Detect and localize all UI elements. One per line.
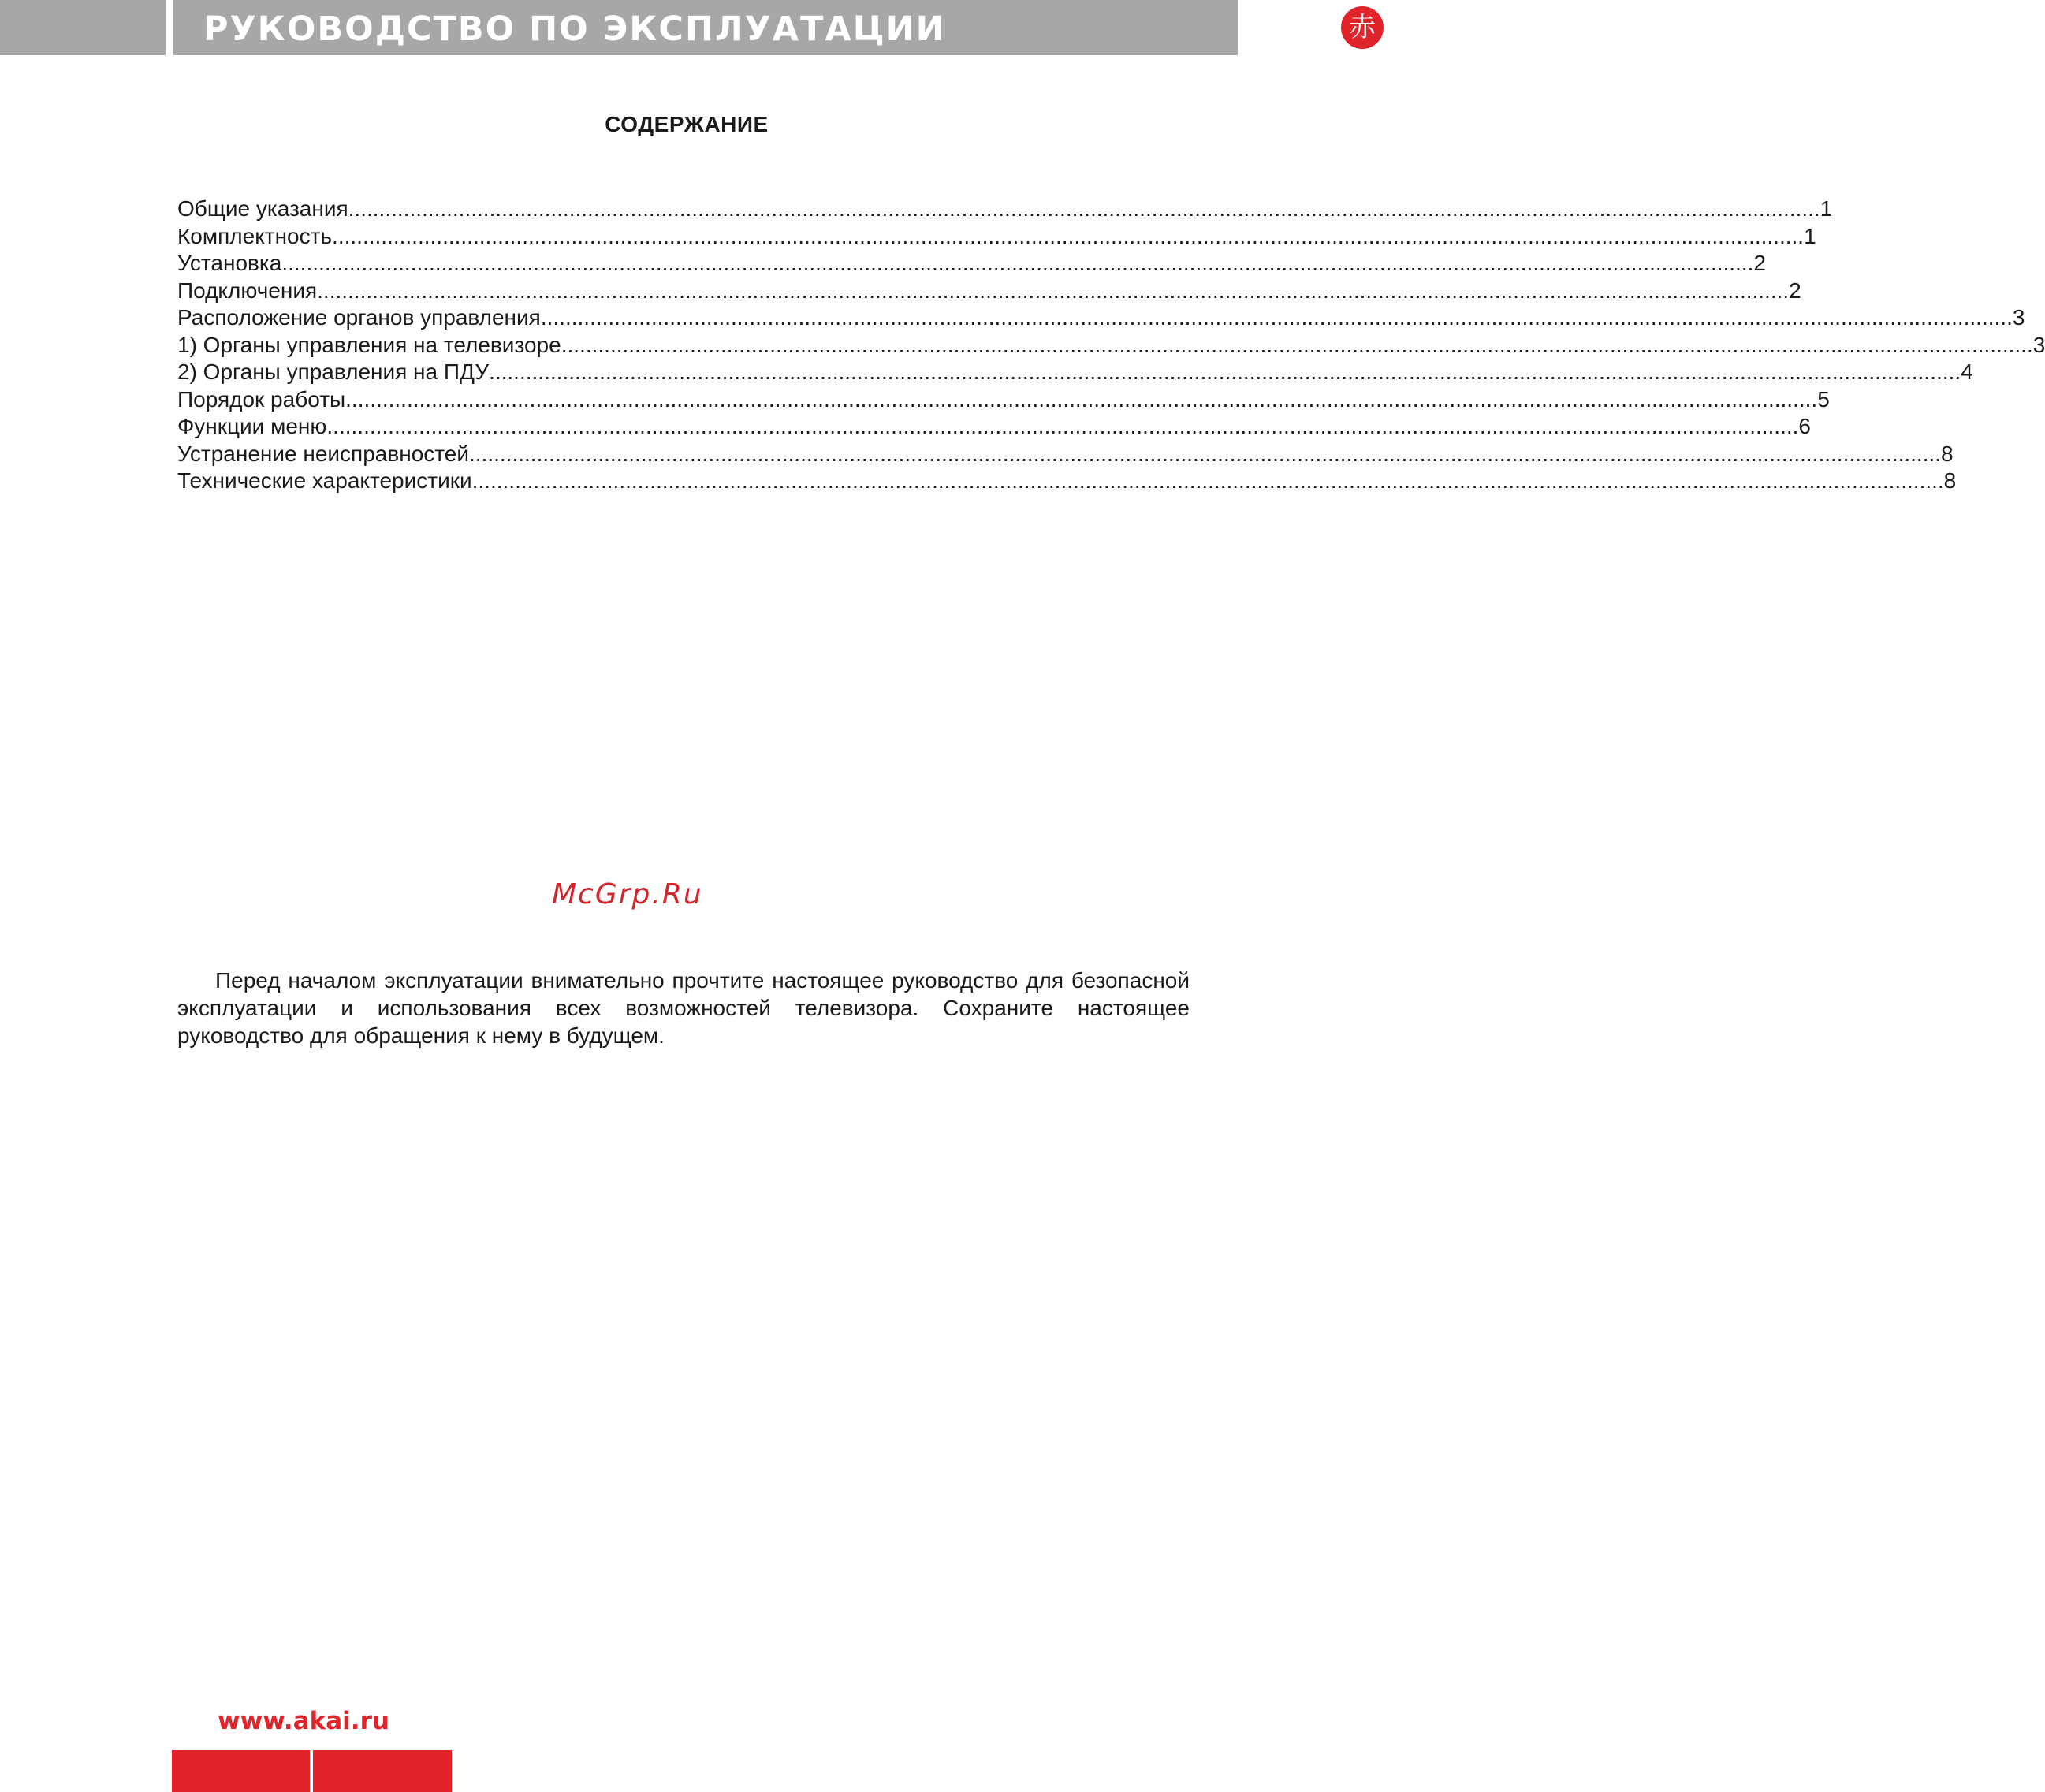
toc-leader-dots [332,223,1804,250]
toc-leader-dots [345,386,1817,413]
toc-item-page: 1 [1804,223,1816,248]
toc-leader-dots [541,304,2013,331]
toc-item-tv-controls[interactable] [177,332,2045,360]
toc-item-page: 8 [1941,441,1954,466]
watermark: McGrp.Ru [552,878,703,911]
toc-leader-dots [348,196,1820,222]
toc-item-label: Подключения [177,278,318,303]
toc-item-installation[interactable] [177,250,1766,278]
toc-leader-dots [561,332,2033,359]
toc-leader-dots [326,413,1798,440]
toc-item-label: 2) Органы управления на ПДУ [177,360,490,384]
toc-item-troubleshooting[interactable] [177,441,1954,468]
toc-item-remote-controls[interactable] [177,359,1973,386]
toc-leader-dots [469,441,1941,468]
toc-item-page: 3 [2012,305,2025,330]
toc-leader-dots [317,278,1789,304]
header-left-bar [0,0,166,55]
toc-item-page: 1 [1820,196,1833,221]
toc-item-page: 3 [2032,332,2045,357]
toc-item-label: 1) Органы управления на телевизоре [177,332,561,357]
toc-item-page: 2 [1789,278,1801,303]
toc-item-label: Расположение органов управления [177,305,541,330]
toc-leader-dots [281,250,1753,277]
toc-item-page: 6 [1798,414,1811,438]
intro-paragraph: Перед началом эксплуатации внимательно прочтите настоящее руководство для безопасной эксплуатации и использования всех возможностей телевизора. Сохраните настоящее руководство для обращения к нему в будущем. [177,968,1190,1048]
header-title: РУКОВОДСТВО ПО ЭКСПЛУАТАЦИИ [203,9,946,49]
akai-logo-icon: 赤 [1339,4,1386,51]
toc-title: СОДЕРЖАНИЕ [605,112,769,136]
footer-red-block-left [172,1750,310,1792]
header-bar [173,0,1376,55]
toc-item-label: Функции меню [177,414,327,438]
toc-item-operation[interactable] [177,386,1830,414]
toc-item-specifications[interactable] [177,468,1957,495]
table-of-contents [177,196,2045,495]
toc-item-label: Общие указания [177,196,348,221]
toc-item-label: Установка [177,251,282,275]
toc-leader-dots [472,468,1944,494]
toc-item-label: Комплектность [177,223,333,248]
toc-item-label: Порядок работы [177,386,346,412]
website-link[interactable]: www.akai.ru [218,1707,389,1735]
toc-leader-dots [489,359,1961,386]
toc-item-package-contents[interactable] [177,223,1816,251]
footer-red-block-right [313,1750,452,1792]
toc-item-controls-layout[interactable] [177,304,2025,332]
toc-item-page: 8 [1943,468,1957,493]
toc-item-connections[interactable] [177,278,1801,305]
toc-item-menu-functions[interactable] [177,413,1811,441]
toc-item-page: 5 [1817,386,1830,412]
toc-item-label: Устранение неисправностей [177,441,469,466]
toc-item-label: Технические характеристики [177,468,472,493]
toc-item-page: 2 [1753,251,1766,275]
toc-item-general-instructions[interactable] [177,196,1833,223]
toc-item-page: 4 [1961,360,1973,384]
